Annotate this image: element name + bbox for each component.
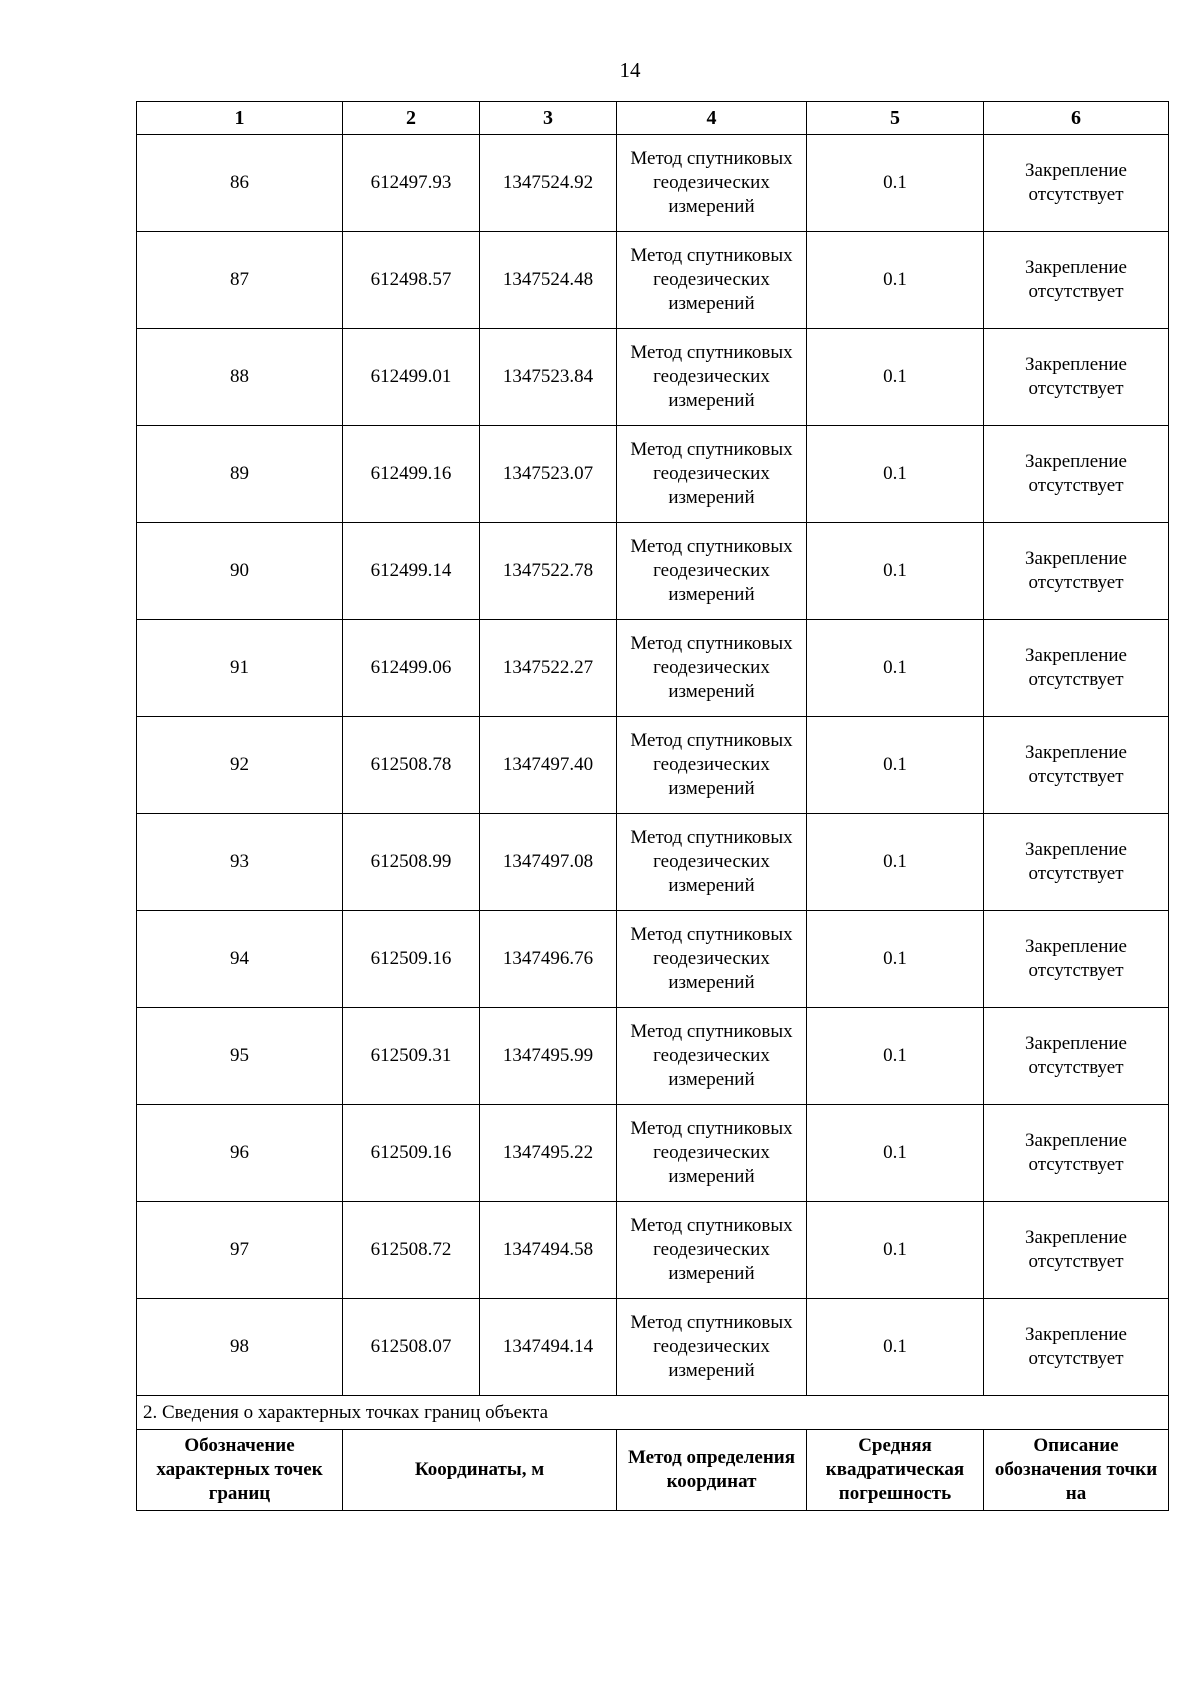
cell-fixing: Закрепление отсутствует — [984, 523, 1169, 620]
cell-fixing: Закрепление отсутствует — [984, 426, 1169, 523]
cell-point-number: 94 — [137, 911, 343, 1008]
cell-x-coordinate: 612509.31 — [343, 1008, 480, 1105]
cell-y-coordinate: 1347496.76 — [480, 911, 617, 1008]
table-row — [137, 1008, 1169, 1105]
cell-fixing: Закрепление отсутствует — [984, 135, 1169, 232]
table-row — [137, 523, 1169, 620]
header-coordinates: Координаты, м — [343, 1430, 617, 1511]
table-row — [137, 232, 1169, 329]
cell-error: 0.1 — [807, 1105, 984, 1202]
column-number: 5 — [807, 102, 984, 135]
cell-x-coordinate: 612499.06 — [343, 620, 480, 717]
cell-method: Метод спутниковых геодезических измерений — [617, 523, 807, 620]
section-title: 2. Сведения о характерных точках границ объекта — [137, 1396, 1169, 1430]
cell-x-coordinate: 612499.16 — [343, 426, 480, 523]
cell-point-number: 90 — [137, 523, 343, 620]
cell-x-coordinate: 612508.99 — [343, 814, 480, 911]
cell-y-coordinate: 1347497.40 — [480, 717, 617, 814]
cell-method: Метод спутниковых геодезических измерений — [617, 814, 807, 911]
cell-error: 0.1 — [807, 1202, 984, 1299]
cell-y-coordinate: 1347522.27 — [480, 620, 617, 717]
cell-method: Метод спутниковых геодезических измерений — [617, 1008, 807, 1105]
boundary-points-table — [136, 101, 1169, 1511]
cell-error: 0.1 — [807, 1299, 984, 1396]
page-number: 14 — [619, 58, 641, 82]
cell-point-number: 98 — [137, 1299, 343, 1396]
header-row — [137, 1430, 1169, 1511]
cell-y-coordinate: 1347495.99 — [480, 1008, 617, 1105]
cell-y-coordinate: 1347524.92 — [480, 135, 617, 232]
column-number: 4 — [617, 102, 807, 135]
cell-x-coordinate: 612509.16 — [343, 911, 480, 1008]
cell-point-number: 92 — [137, 717, 343, 814]
cell-point-number: 88 — [137, 329, 343, 426]
cell-x-coordinate: 612508.78 — [343, 717, 480, 814]
table-row — [137, 911, 1169, 1008]
cell-error: 0.1 — [807, 426, 984, 523]
table-row — [137, 1202, 1169, 1299]
cell-method: Метод спутниковых геодезических измерений — [617, 717, 807, 814]
header-designation: Обозначение характерных точек границ — [137, 1430, 343, 1511]
cell-method: Метод спутниковых геодезических измерений — [617, 1202, 807, 1299]
cell-x-coordinate: 612508.07 — [343, 1299, 480, 1396]
cell-method: Метод спутниковых геодезических измерений — [617, 1299, 807, 1396]
cell-error: 0.1 — [807, 135, 984, 232]
header-error: Средняя квадратическая погрешность — [807, 1430, 984, 1511]
cell-x-coordinate: 612499.14 — [343, 523, 480, 620]
column-number: 6 — [984, 102, 1169, 135]
cell-error: 0.1 — [807, 620, 984, 717]
column-number-row — [137, 102, 1169, 135]
header-description: Описание обозначения точки на — [984, 1430, 1169, 1511]
cell-point-number: 89 — [137, 426, 343, 523]
cell-fixing: Закрепление отсутствует — [984, 717, 1169, 814]
cell-fixing: Закрепление отсутствует — [984, 911, 1169, 1008]
cell-point-number: 96 — [137, 1105, 343, 1202]
cell-fixing: Закрепление отсутствует — [984, 1299, 1169, 1396]
table-row — [137, 135, 1169, 232]
cell-y-coordinate: 1347495.22 — [480, 1105, 617, 1202]
cell-y-coordinate: 1347494.58 — [480, 1202, 617, 1299]
cell-method: Метод спутниковых геодезических измерений — [617, 1105, 807, 1202]
cell-x-coordinate: 612508.72 — [343, 1202, 480, 1299]
section-row — [137, 1396, 1169, 1430]
cell-fixing: Закрепление отсутствует — [984, 1105, 1169, 1202]
column-number: 1 — [137, 102, 343, 135]
cell-point-number: 87 — [137, 232, 343, 329]
cell-error: 0.1 — [807, 717, 984, 814]
cell-method: Метод спутниковых геодезических измерений — [617, 911, 807, 1008]
table-row — [137, 814, 1169, 911]
table-row — [137, 1299, 1169, 1396]
cell-point-number: 93 — [137, 814, 343, 911]
cell-y-coordinate: 1347497.08 — [480, 814, 617, 911]
cell-method: Метод спутниковых геодезических измерений — [617, 232, 807, 329]
cell-y-coordinate: 1347522.78 — [480, 523, 617, 620]
cell-fixing: Закрепление отсутствует — [984, 620, 1169, 717]
cell-error: 0.1 — [807, 329, 984, 426]
cell-method: Метод спутниковых геодезических измерений — [617, 620, 807, 717]
cell-method: Метод спутниковых геодезических измерений — [617, 329, 807, 426]
cell-error: 0.1 — [807, 911, 984, 1008]
cell-point-number: 86 — [137, 135, 343, 232]
cell-method: Метод спутниковых геодезических измерений — [617, 426, 807, 523]
cell-fixing: Закрепление отсутствует — [984, 232, 1169, 329]
table-row — [137, 1105, 1169, 1202]
cell-error: 0.1 — [807, 232, 984, 329]
cell-y-coordinate: 1347524.48 — [480, 232, 617, 329]
cell-x-coordinate: 612499.01 — [343, 329, 480, 426]
point-rows — [137, 135, 1169, 1396]
cell-x-coordinate: 612509.16 — [343, 1105, 480, 1202]
cell-fixing: Закрепление отсутствует — [984, 329, 1169, 426]
cell-y-coordinate: 1347523.07 — [480, 426, 617, 523]
cell-error: 0.1 — [807, 523, 984, 620]
cell-point-number: 97 — [137, 1202, 343, 1299]
header-method: Метод определения координат — [617, 1430, 807, 1511]
cell-point-number: 91 — [137, 620, 343, 717]
column-number: 3 — [480, 102, 617, 135]
cell-method: Метод спутниковых геодезических измерений — [617, 135, 807, 232]
cell-y-coordinate: 1347523.84 — [480, 329, 617, 426]
cell-fixing: Закрепление отсутствует — [984, 1008, 1169, 1105]
table-row — [137, 717, 1169, 814]
cell-x-coordinate: 612498.57 — [343, 232, 480, 329]
cell-error: 0.1 — [807, 1008, 984, 1105]
table-row — [137, 329, 1169, 426]
cell-error: 0.1 — [807, 814, 984, 911]
cell-fixing: Закрепление отсутствует — [984, 1202, 1169, 1299]
table-row — [137, 620, 1169, 717]
column-number: 2 — [343, 102, 480, 135]
cell-point-number: 95 — [137, 1008, 343, 1105]
cell-y-coordinate: 1347494.14 — [480, 1299, 617, 1396]
cell-fixing: Закрепление отсутствует — [984, 814, 1169, 911]
cell-x-coordinate: 612497.93 — [343, 135, 480, 232]
table-row — [137, 426, 1169, 523]
